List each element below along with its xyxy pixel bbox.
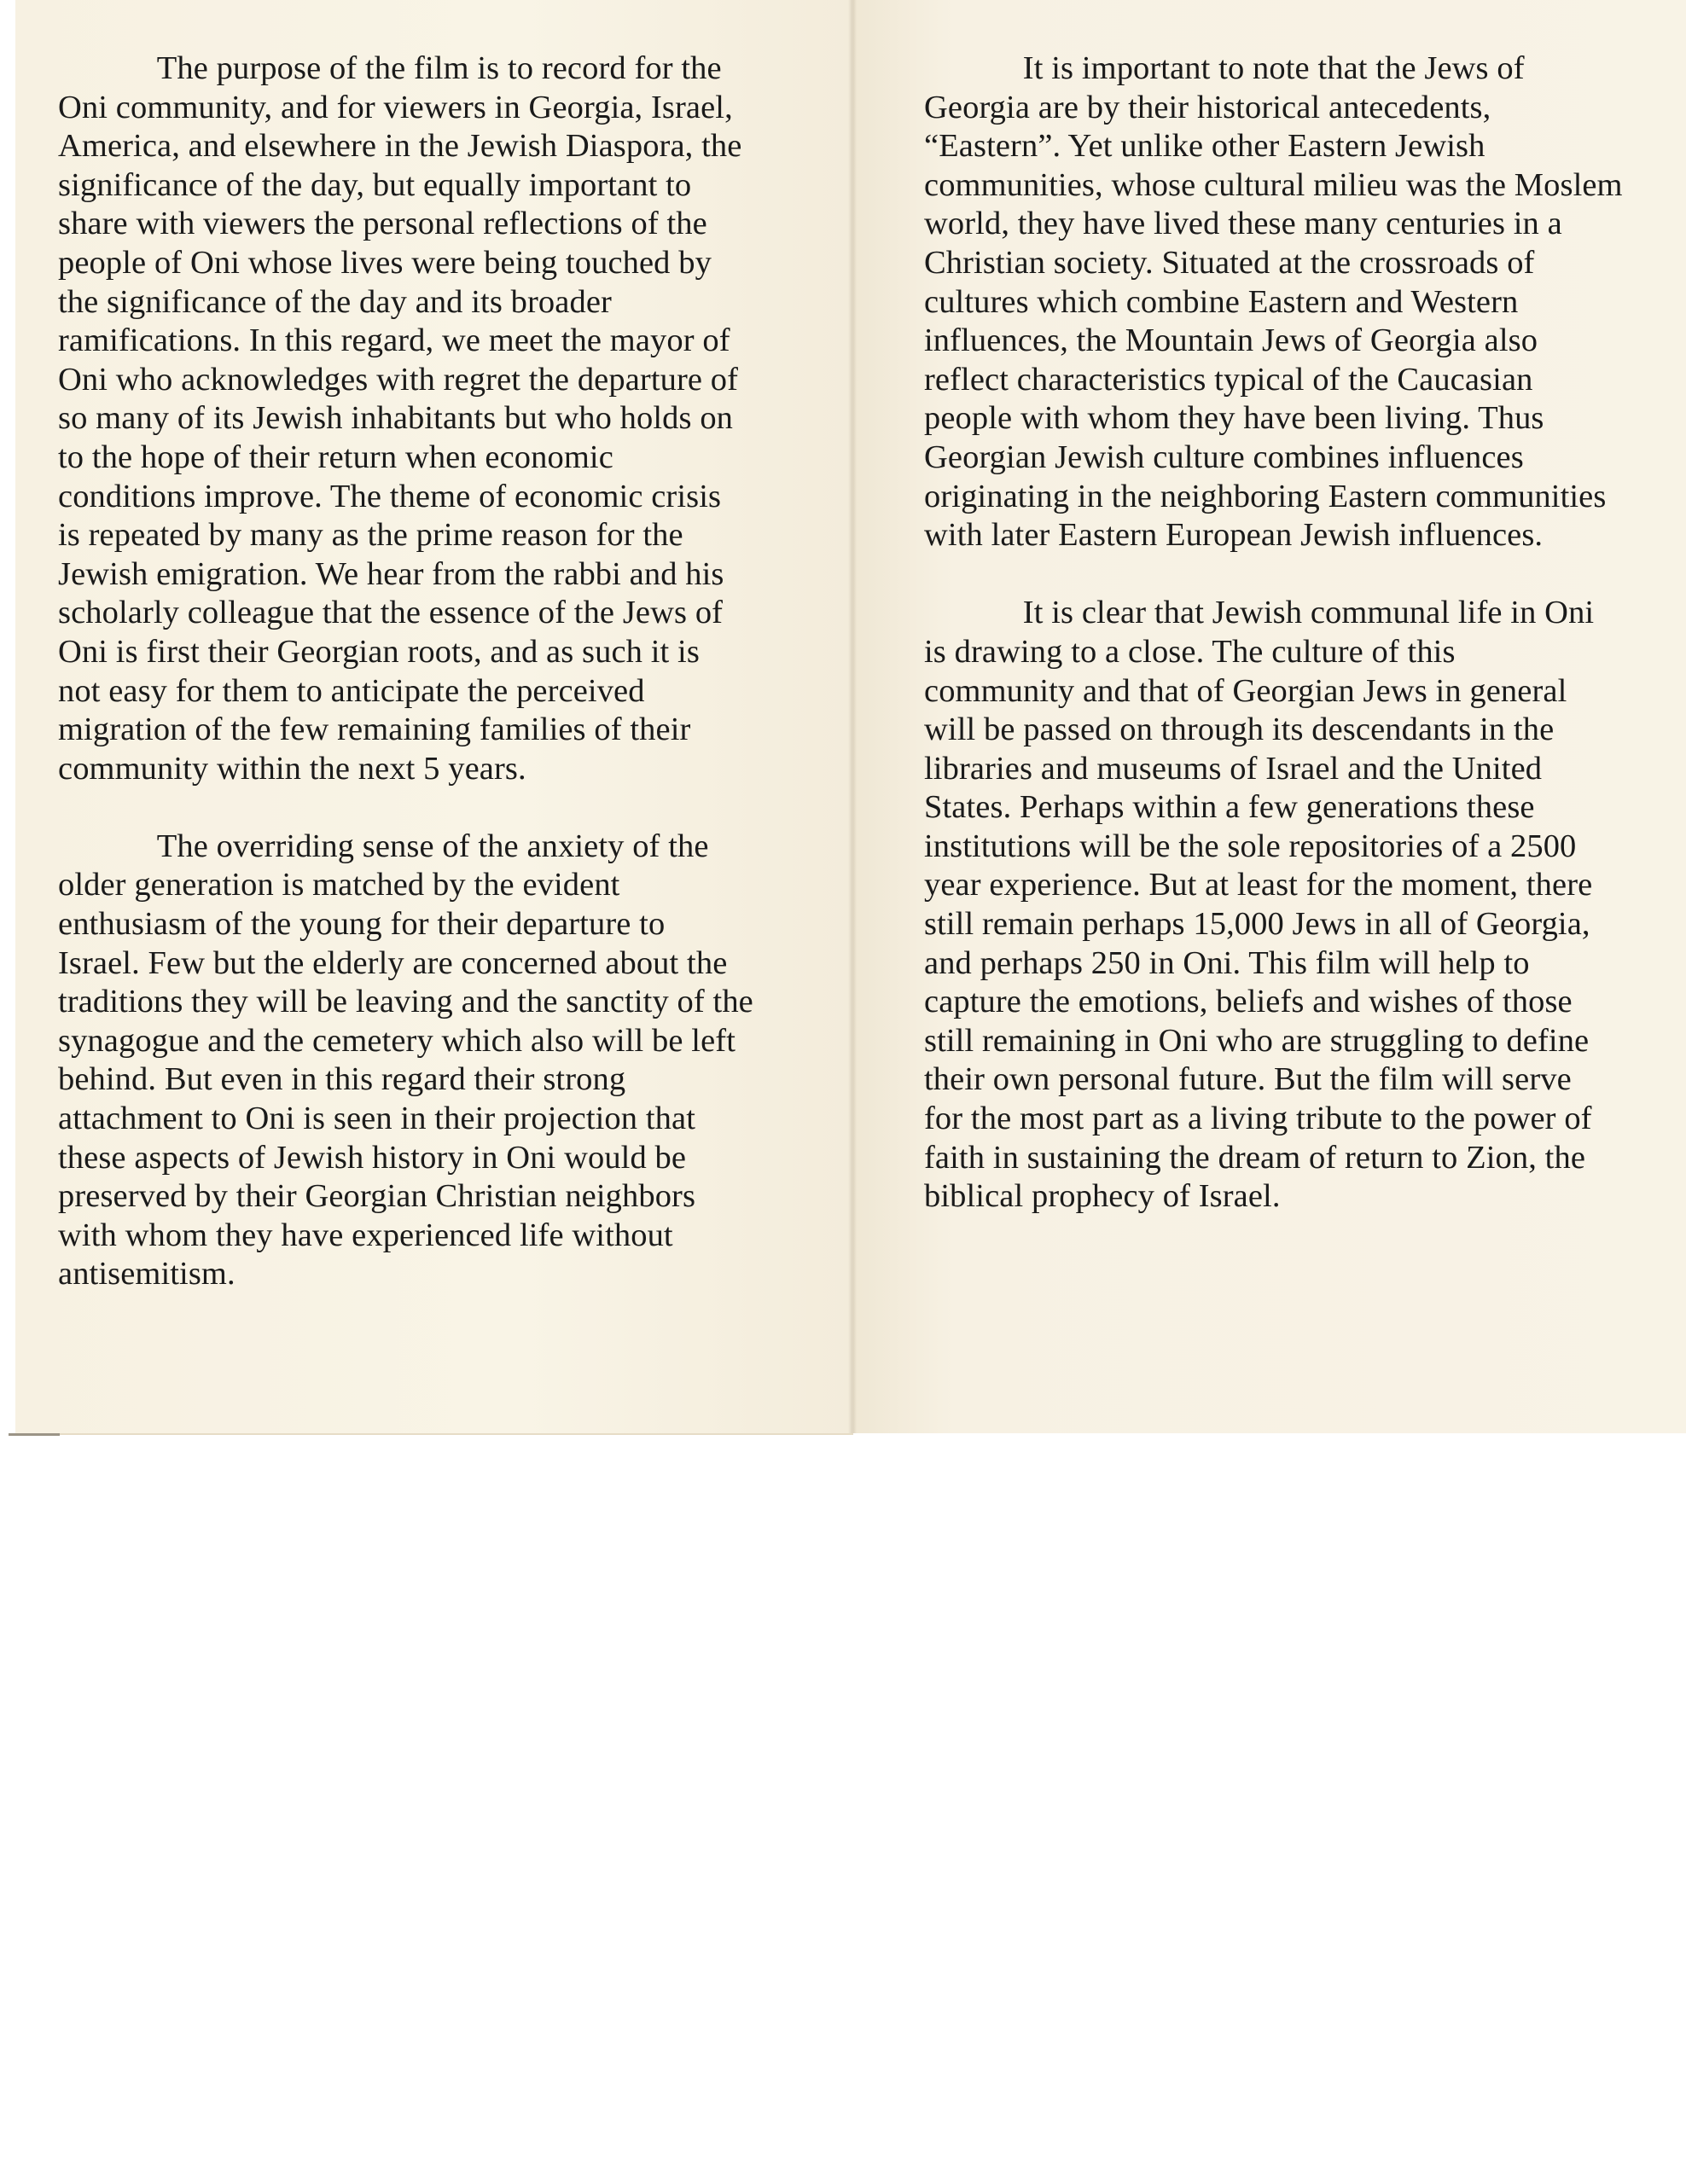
paragraph-eastern-heritage: It is important to note that the Jews of Georgia are by their historical antecedents, “Eastern”. Yet unlike other Eastern Jewish communities, whose cultural milieu was the Moslem world, they have lived these many centuries in a Christian society. Situated at the crossroads of cultures which combine Eastern and Western influences, the Mountain Jews of Georgia also reflect characteristics typical of the Caucasian people with whom they have been living. Thus Georgian Jewish culture combines influences originating in the neighboring Eastern communities with later Eastern European Jewish influences. <box>924 50 1623 554</box>
page-corner-mark <box>9 1433 60 1436</box>
scan-margin <box>0 0 15 1442</box>
paragraph-communal-life-closing: It is clear that Jewish communal life in Oni is drawing to a close. The culture of this community and that of Georgian Jews in general will be passed on through its descendants in the libraries and museums of Israel and the United States. Perhaps within a few generations these institutions will be the sole repositories of a 2500 year experience. But at least for the moment, there still remain perhaps 15,000 Jews in all of Georgia, and perhaps 250 in Oni. This film will help to capture the emotions, beliefs and wishes of those still remaining in Oni who are struggling to define their own personal future. But the film will serve for the most part as a living tribute to the power of faith in sustaining the dream of return to Zion, the biblical prophecy of Israel. <box>924 595 1595 1215</box>
left-text-column <box>58 49 809 1294</box>
paragraph-film-purpose: The purpose of the film is to record for the Oni community, and for viewers in Georgia, Israel, America, and elsewhere in the Jewish Diaspora, the significance of the day, but equally important to share with viewers the personal reflections of the people of Oni whose lives were being touched by the significance of the day and its broader ramifications. In this regard, we meet the mayor of Oni who acknowledges with regret the departure of so many of its Jewish inhabitants but who holds on to the hope of their return when economic conditions improve. The theme of economic crisis is repeated by many as the prime reason for the Jewish emigration. We hear from the rabbi and his scholarly colleague that the essence of the Jews of Oni is first their Georgian roots, and as such it is not easy for them to anticipate the perceived migration of the few remaining families of their community within the next 5 years. <box>58 50 742 787</box>
paragraph-generational-anxiety: The overriding sense of the anxiety of the older generation is matched by the evident enthusiasm of the young for their departure to Israel. Few but the elderly are concerned about the traditions they will be leaving and the sanctity of the synagogue and the cemetery which also will be left behind. But even in this regard their strong attachment to Oni is seen in their projection that these aspects of Jewish history in Oni would be preserved by their Georgian Christian neighbors with whom they have experienced life without antisemitism. <box>58 828 753 1292</box>
right-text-column <box>924 49 1668 1217</box>
page-fold <box>848 0 857 1433</box>
